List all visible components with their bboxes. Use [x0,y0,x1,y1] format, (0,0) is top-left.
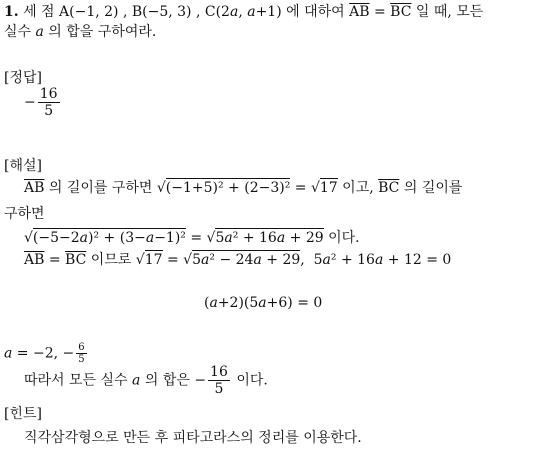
hint-text: 직각삼각형으로 만든 후 피타고라스의 정리를 이용한다. [24,430,362,446]
answer-heading: [정답] [4,70,42,86]
problem-line-2: 실수 a 의 합을 구하여라. [4,24,157,40]
problem-line-1 [4,3,483,21]
hint-heading: [힌트] [4,406,42,422]
solution-line-1: $\overline{AB}$ 의 길이를 구하면 √(−1+5)² + (2−3)² = √17 이고, $\overline{BC}$ 의 길이를 [24,180,463,196]
answer-value: − $\frac{16}{5}$ [24,86,58,119]
solution-roots: a = −2, − $\frac{6}{5}$ [4,342,85,365]
solution-line-4: $\overline{AB} = \overline{BC}$ 이므로 √17 = √5a² − 24a + 29, 5a² + 16a + 12 = 0 [24,252,452,268]
problem-text-1: 세 점 A(−1, 2) , B(−5, 3) , C(2a, a+1) 에 대하여 $\overline{AB} = \overline{BC}$ 일 때, 모든 [23,4,484,20]
solution-equation: (a+2)(5a+6) = 0 [204,295,323,311]
solution-line-3: √(−5−2a)² + (3−a−1)² = √5a² + 16a + 29 이다. [24,230,360,246]
solution-heading: [해설] [4,158,42,174]
solution-conclusion: 따라서 모든 실수 a 의 합은 − $\frac{16}{5}$ 이다. [24,364,268,397]
problem-number: 1. [4,4,19,20]
solution-line-2: 구하면 [4,206,45,222]
